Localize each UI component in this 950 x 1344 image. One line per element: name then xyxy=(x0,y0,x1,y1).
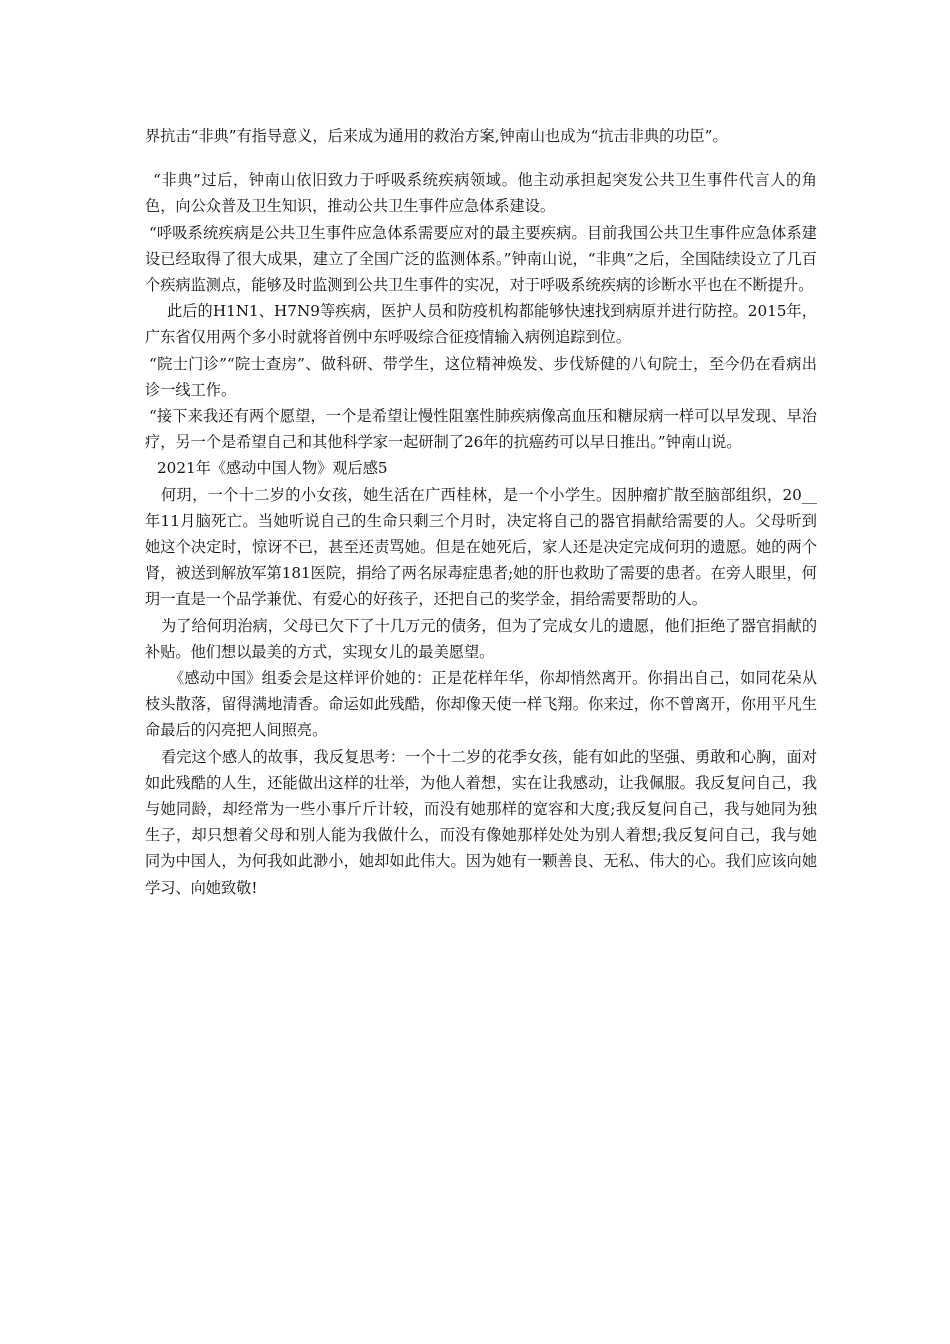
paragraph: 为了给何玥治病，父母已欠下了十几万元的债务，但为了完成女儿的遗愿，他们拒绝了器官捐献的补贴。他们想以最美的方式，实现女儿的最美愿望。 xyxy=(145,616,817,661)
paragraph: “非典”过后，钟南山依旧致力于呼吸系统疾病领域。他主动承担起突发公共卫生事件代言人的角色，向公众普及卫生知识，推动公共卫生事件应急体系建设。 xyxy=(145,171,817,216)
paragraph: 看完这个感人的故事，我反复思考：一个十二岁的花季女孩，能有如此的坚强、勇敢和心胸，面对如此残酷的人生，还能做出这样的壮举，为他人着想，实在让我感动，让我佩服。我反复问自己，我与她同龄，却经常为一些小事斤斤计较，而没有她那样的宽容和大度;我反复问自己，我与她同为独生子，却只想着父母和别人能为我做什么，而没有像她那样处处为别人着想;我反复问自己，我与她同为中国人，为何我如此渺小，她却如此伟大。因为她有一颗善良、无私、伟大的心。我们应该向她学习、向她致敬! xyxy=(145,747,817,897)
paragraph: 何玥，一个十二岁的小女孩，她生活在广西桂林，是一个小学生。因肿瘤扩散至脑部组织，20__年11月脑死亡。当她听说自己的生命只剩三个月时，决定将自己的器官捐献给需要的人。父母听到她这个决定时，惊讶不已，甚至还责骂她。但是在她死后，家人还是决定完成何玥的遗愿。她的两个肾，被送到解放军第181医院，捐给了两名尿毒症患者;她的肝也救助了需要的患者。在旁人眼里，何玥一直是一个品学兼优、有爱心的好孩子，还把自己的奖学金，捐给需要帮助的人。 xyxy=(145,485,817,609)
paragraph: 《感动中国》组委会是这样评价她的：正是花样年华，你却悄然离开。你捐出自己，如同花朵从枝头散落，留得满地清香。命运如此残酷，你却像天使一样飞翔。你来过，你不曾离开，你用平凡生命最后的闪亮把人间照亮。 xyxy=(145,669,817,740)
paragraph-continuation: 界抗击“非典”有指导意义，后来成为通用的救治方案,钟南山也成为“抗击非典的功臣”。 xyxy=(145,127,728,145)
section-heading: 2021年《感动中国人物》观后感5 xyxy=(157,459,388,478)
document-body xyxy=(145,123,817,901)
paragraph: “接下来我还有两个愿望，一个是希望让慢性阻塞性肺疾病像高血压和糖尿病一样可以早发现、早治疗，另一个是希望自己和其他科学家一起研制了26年的抗癌药可以早日推出。”钟南山说。 xyxy=(145,407,817,452)
paragraph: 此后的H1N1、H7N9等疾病，医护人员和防疫机构都能够快速找到病原并进行防控。2015年，广东省仅用两个多小时就将首例中东呼吸综合征疫情输入病例追踪到位。 xyxy=(145,302,817,347)
paragraph-gap xyxy=(145,149,817,167)
paragraph: “院士门诊”“院士查房”、做科研、带学生，这位精神焕发、步伐矫健的八旬院士，至今仍在看病出诊一线工作。 xyxy=(145,354,817,399)
paragraph: “呼吸系统疾病是公共卫生事件应急体系需要应对的最主要疾病。目前我国公共卫生事件应急体系建设已经取得了很大成果，建立了全国广泛的监测体系。”钟南山说，“非典”之后，全国陆续设立了几百个疾病监测点，能够及时监测到公共卫生事件的实况，对于呼吸系统疾病的诊断水平也在不断提升。 xyxy=(145,223,817,295)
